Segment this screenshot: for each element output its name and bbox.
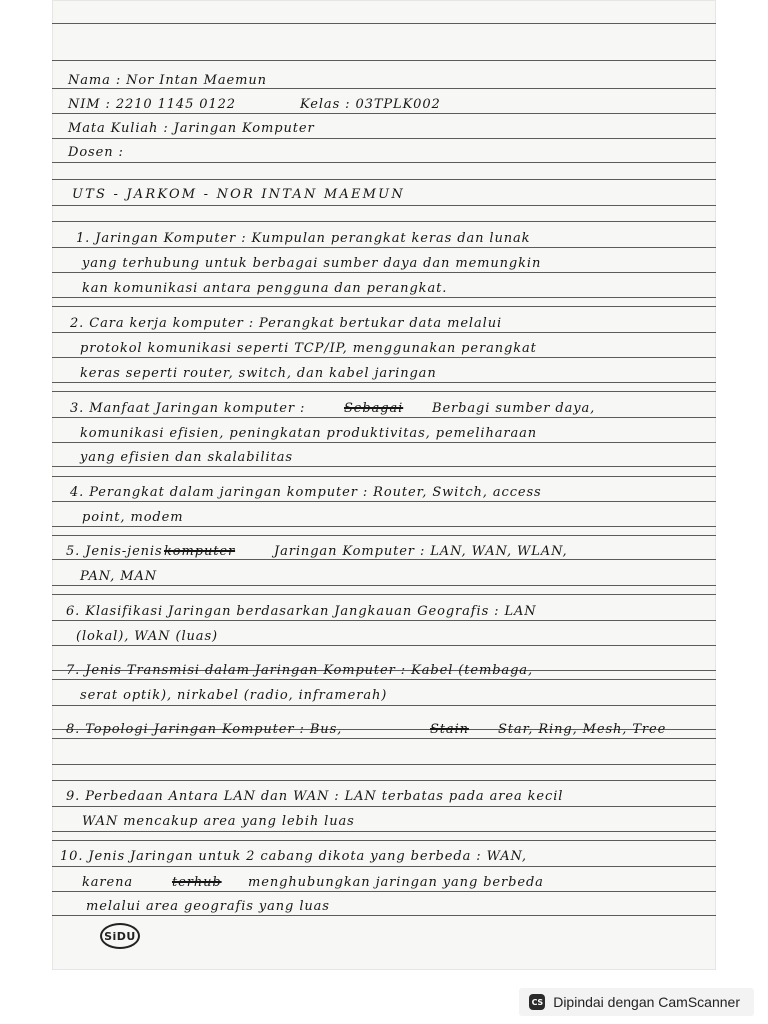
- answer-7-line-1: 7. Jenis Transmisi dalam Jaringan Komputer : Kabel (tembaga,: [66, 663, 533, 678]
- answer-6-line-2: (lokal), WAN (luas): [76, 629, 218, 644]
- answer-10-line-2-cont: menghubungkan jaringan yang berbeda: [248, 875, 544, 890]
- answer-5-line-2: PAN, MAN: [80, 569, 158, 584]
- answer-4-line-1: 4. Perangkat dalam jaringan komputer : Router, Switch, access: [70, 485, 542, 500]
- answer-6-line-1: 6. Klasifikasi Jaringan berdasarkan Jangkauan Geografis : LAN: [66, 604, 537, 619]
- answer-3-strikethrough: Sebagai: [344, 401, 404, 416]
- answer-2-line-2: protokol komunikasi seperti TCP/IP, menggunakan perangkat: [80, 341, 537, 356]
- answer-3-line-3: yang efisien dan skalabilitas: [80, 450, 293, 465]
- answer-10-strikethrough: terhub: [172, 875, 222, 890]
- notebook-page: [52, 0, 716, 970]
- answer-10-line-2: karena: [82, 875, 134, 890]
- answer-10-line-3: melalui area geografis yang luas: [86, 899, 330, 914]
- answer-8-line-1: 8. Topologi Jaringan Komputer : Bus,: [66, 722, 343, 737]
- answer-3-line-1: 3. Manfaat Jaringan komputer :: [70, 401, 306, 416]
- exam-title: UTS - JARKOM - NOR INTAN MAEMUN: [72, 187, 405, 202]
- answer-9-line-1: 9. Perbedaan Antara LAN dan WAN : LAN terbatas pada area kecil: [66, 789, 564, 804]
- answer-7-line-2: serat optik), nirkabel (radio, inframerah): [80, 688, 388, 703]
- scanner-watermark-label: Dipindai dengan CamScanner: [553, 994, 740, 1010]
- answer-5-strikethrough: komputer: [164, 544, 236, 559]
- name-line: Nama : Nor Intan Maemun: [68, 73, 267, 88]
- scanner-watermark: [519, 988, 754, 1016]
- answer-8-strikethrough: Stain: [430, 722, 469, 737]
- answer-2-line-1: 2. Cara kerja komputer : Perangkat bertukar data melalui: [70, 316, 503, 331]
- answer-10-line-1: 10. Jenis Jaringan untuk 2 cabang dikota yang berbeda : WAN,: [60, 849, 527, 864]
- answer-3-line-2: komunikasi efisien, peningkatan produktivitas, pemeliharaan: [80, 426, 538, 441]
- answer-8-line-1-cont: Star, Ring, Mesh, Tree: [498, 722, 667, 737]
- answer-4-line-2: point, modem: [82, 510, 184, 525]
- answer-2-line-3: keras seperti router, switch, dan kabel jaringan: [80, 366, 437, 381]
- answer-9-line-2: WAN mencakup area yang lebih luas: [82, 814, 355, 829]
- answer-3-line-1-cont: Berbagi sumber daya,: [432, 401, 596, 416]
- answer-5-line-1-cont: Jaringan Komputer : LAN, WAN, WLAN,: [274, 544, 568, 559]
- nim-line: NIM : 2210 1145 0122: [68, 97, 236, 112]
- camscanner-icon: CS: [529, 994, 545, 1010]
- course-line: Mata Kuliah : Jaringan Komputer: [68, 121, 315, 136]
- answer-1-line-1: 1. Jaringan Komputer : Kumpulan perangkat keras dan lunak: [76, 231, 531, 246]
- answer-5-line-1: 5. Jenis-jenis: [66, 544, 163, 559]
- answer-1-line-3: kan komunikasi antara pengguna dan perangkat.: [82, 281, 448, 296]
- notebook-brand-stamp: SiDU: [100, 923, 140, 949]
- kelas-line: Kelas : 03TPLK002: [300, 97, 441, 112]
- answer-1-line-2: yang terhubung untuk berbagai sumber daya dan memungkin: [82, 256, 542, 271]
- lecturer-line: Dosen :: [68, 145, 124, 160]
